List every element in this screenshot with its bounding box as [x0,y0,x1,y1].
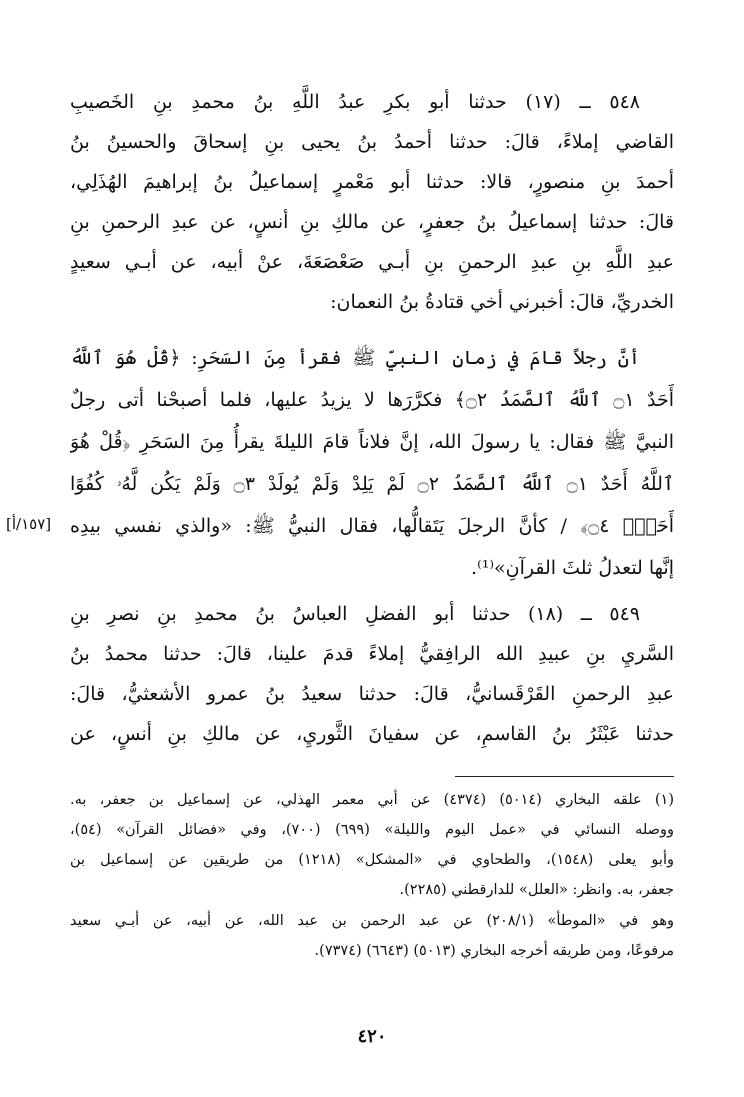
footnote-line: مرفوعًا، ومن طريقه أخرجه البخاري (٥٠١٣) (٦٦٤٣) (٧٣٧٤). [314,943,674,959]
footnote-line: (١) علقه البخاري (٥٠١٤) (٤٣٧٤) عن أبي معمر الهذلي، عن إسماعيل بن جعفر، به. [70,792,674,808]
text-line: إنَّها لتعدلُ ثلثَ القرآنِ»⁽¹⁾. [471,557,674,579]
text-line: أنَّ رجلاً قامَ في زمانِ النبيِّ ﷺ فقرأ مِنَ السَحَرِ: ﴿قُلْ هُوَ ٱللَّهُ [70,347,640,369]
text-line: النبيَّ ﷺ فقال: يا رسولَ الله، إنَّ فلاناً قامَ الليلةَ يقرأُ مِنَ السَحَرِ ﴿قُلْ هُوَ [70,431,674,453]
text-line: ٥٤٩ ــ (١٨) حدثنا أبو الفضلِ العباسُ بنُ محمدِ بنِ نصرِ بنِ [70,603,641,625]
footnote-line: ووصله النسائي في «عمل اليوم والليلة» (٦٩٩) (٧٠٠)، وفي «فضائل القرآن» (٥٤)، [70,822,674,838]
text-line: أَحَدٌ ۝١ ٱللَّهُ ٱلصَّمَدُ ۝٢﴾ فكرَّرَها لا يزيدُ عليها، فلما أصبحْنا أتى رجلٌ [70,389,674,411]
footnote-line: وهو في «الموطأ» (٢٠٨/١) عن عبد الرحمن بن عبد الله، عن أبيه، عن أبـي سعيد [70,913,674,929]
page-number: ٤٢٠ [357,1026,387,1047]
text-line: أَحَدٌۢ ۝٤﴾ / كأنَّ الرجلَ يَتَقالُّها، فقال النبيُّ ﷺ: «والذي نفسي بيدِه [70,515,674,537]
text-line: السَّريِ بنِ عبيدِ الله الرافِقيُّ إملاءً قدمَ علينا، قالَ: حدثنا محمدُ بنُ [70,643,674,665]
text-line: الخدريِّ، قالَ: أخبرني أخي قتادةُ بنُ النعمان: [330,291,674,313]
text-line: ٱللَّهُ أَحَدٌ ۝١ ٱللَّهُ ٱلصَّمَدُ ۝٢ لَمْ يَلِدْ وَلَمْ يُولَدْ ۝٣ وَلَمْ يَكُن لَّهُۥ كُفُوًا [70,473,674,495]
footnote-line: وأبو يعلى (١٥٤٨)، والطحاوي في «المشكل» (١٢١٨) من طريقين عن إسماعيل بن [70,852,674,868]
footnote-line: جعفر، به. وانظر: «العلل» للدارقطني (٢٢٨٥). [399,882,674,898]
text-line: حدثنا عَبْثَرُ بنُ القاسمِ، عن سفيانَ الثَّوريِ، عن مالكِ بنِ أنسٍ، عن [70,723,674,745]
text-line: قالَ: حدثنا إسماعيلُ بنُ جعفرٍ، عن مالكِ بنِ أنسٍ، عن عبدِ الرحمنِ بنِ [70,211,674,233]
text-line: القاضي إملاءً، قالَ: حدثنا أحمدُ بنُ يحيى بنِ إسحاقَ والحسينُ بنُ [70,131,674,153]
text-line: عبدِ الرحمنِ القَرْقَسانيُّ، قالَ: حدثنا سعيدُ بنُ عمرو الأشعثيُّ، قالَ: [70,683,674,705]
text-line: ٥٤٨ ــ (١٧) حدثنا أبو بكرِ عبدُ اللَّهِ بنُ محمدِ بنِ الخَصيبِ [70,91,641,113]
text-line: أحمدَ بنِ منصورٍ، قالا: حدثنا أبو مَعْمرٍ إسماعيلُ بنُ إبراهيمَ الهُذَلِي، [70,171,674,193]
footnote-separator [455,776,674,777]
text-line: عبدِ اللَّهِ بنِ عبدِ الرحمنِ بنِ أبـي صَعْصَعَةَ، عنْ أبيه، عن أبـي سعيدٍ [70,251,674,273]
manuscript-folio-reference: [١٥٧/أ] [6,515,52,533]
